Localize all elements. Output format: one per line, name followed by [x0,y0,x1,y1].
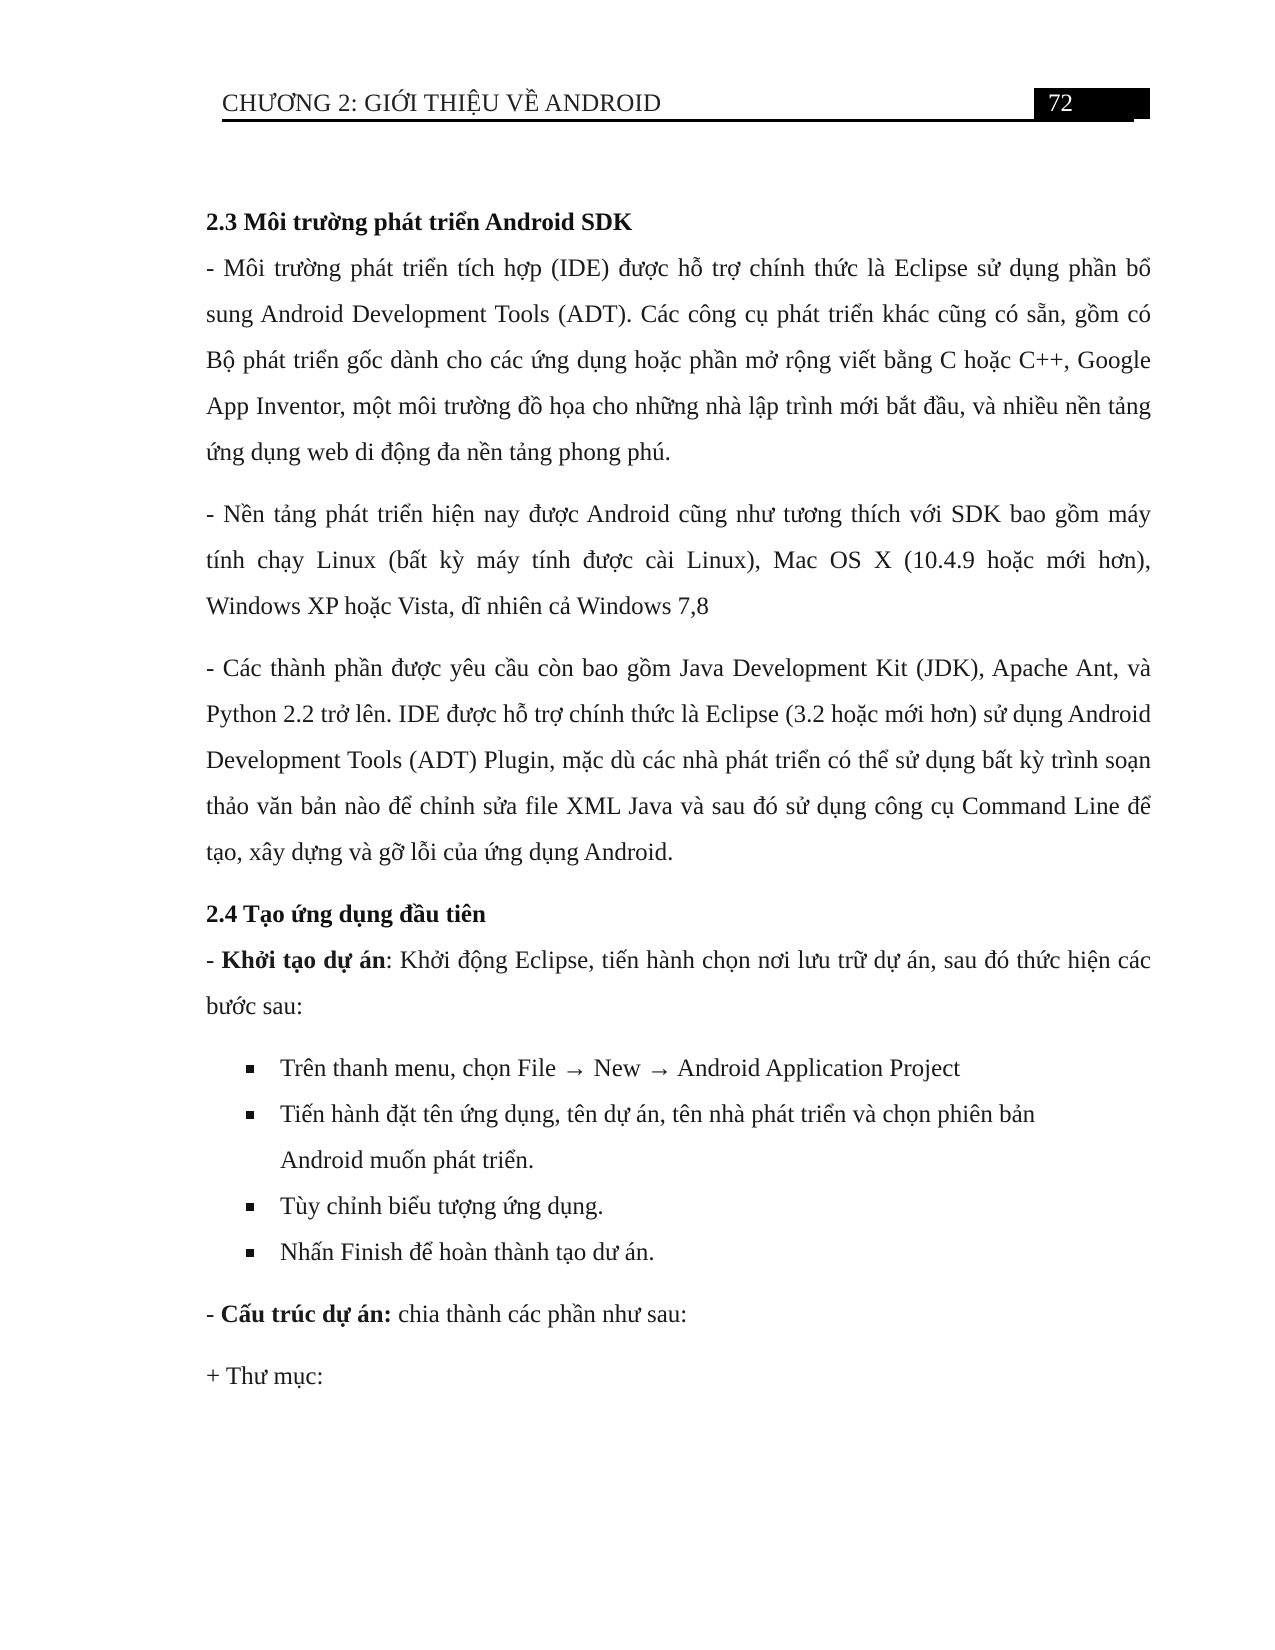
list-item: Trên thanh menu, chọn File → New → Android Application Project [206,1046,1151,1092]
section-heading-2-4: 2.4 Tạo ứng dụng đầu tiên [206,901,486,928]
structure-prefix: - [206,1301,221,1328]
list-item: Nhấn Finish để hoàn thành tạo dư án. [206,1230,1151,1276]
header-rule [222,119,1134,122]
structure-label: Cấu trúc dự án: [220,1301,392,1328]
section-heading-2-3: 2.3 Môi trường phát triển Android SDK [206,209,633,236]
paragraph-folder: + Thư mục: [206,1363,324,1390]
page-number-box: 72 [1034,88,1150,119]
list-item: Tiến hành đặt tên ứng dụng, tên dự án, tên nhà phát triển và chọn phiên bản Android muốn phát triển. [206,1092,1151,1184]
steps-list [206,1046,1151,1276]
paragraph-platforms: - Nền tảng phát triển hiện nay được Android cũng như tương thích với SDK bao gồm máy tính chạy Linux (bất kỳ máy tính được cài Linux), Mac OS X (10.4.9 hoặc mới hơn), Windows XP hoặc Vista, dĩ nhiên cả Windows 7,8 [206,501,1151,620]
page-header [222,88,1150,120]
structure-text: chia thành các phần như sau: [391,1301,688,1328]
paragraph-structure [206,1292,1151,1338]
list-item: Tùy chỉnh biểu tượng ứng dụng. [206,1184,1151,1230]
paragraph-init-project [206,938,1151,1030]
paragraph-ide: - Môi trường phát triển tích hợp (IDE) được hỗ trợ chính thức là Eclipse sử dụng phần bổ sung Android Development Tools (ADT). Các công cụ phát triển khác cũng có sẵn, gồm có Bộ phát triển gốc dành cho các ứng dụng hoặc phần mở rộng viết bằng C hoặc C++, Google App Inventor, một môi trường đồ họa cho những nhà lập trình mới bắt đầu, và nhiều nền tảng ứng dụng web di động đa nền tảng phong phú. [206,255,1151,466]
page-body [206,200,1151,1400]
chapter-title: CHƯƠNG 2: GIỚI THIỆU VỀ ANDROID [222,90,662,117]
init-text: : Khởi động Eclipse, tiến hành chọn nơi lưu trữ dự án, sau đó thức hiện các bước sau: [206,947,1152,1020]
paragraph-requirements: - Các thành phần được yêu cầu còn bao gồm Java Development Kit (JDK), Apache Ant, và Python 2.2 trở lên. IDE được hỗ trợ chính thức là Eclipse (3.2 hoặc mới hơn) sử dụng Android Development Tools (ADT) Plugin, mặc dù các nhà phát triển có thể sử dụng bất kỳ trình soạn thảo văn bản nào để chỉnh sửa file XML Java và sau đó sử dụng công cụ Command Line để tạo, xây dựng và gỡ lỗi của ứng dụng Android. [206,655,1151,866]
init-prefix: - [206,947,222,974]
init-label: Khởi tạo dự án [221,947,386,974]
